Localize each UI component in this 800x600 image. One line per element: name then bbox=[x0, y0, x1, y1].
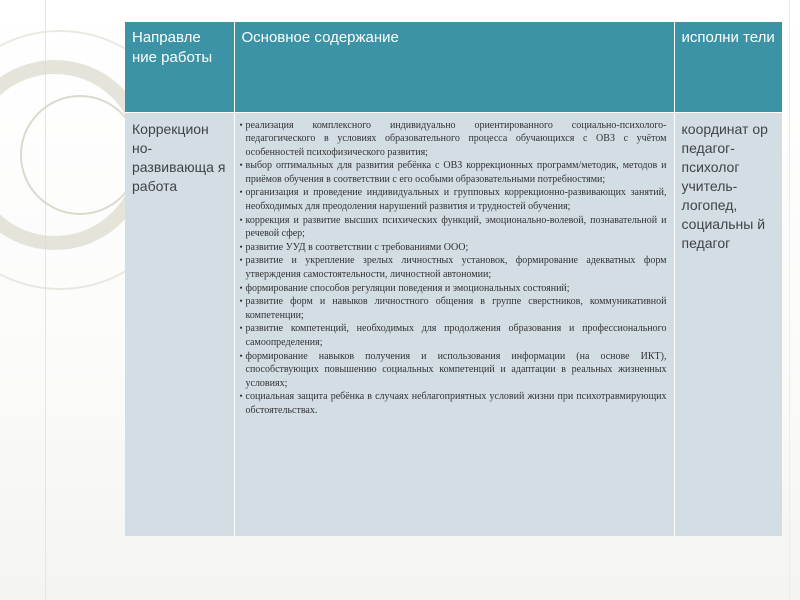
header-direction: Направле ние работы bbox=[125, 22, 234, 112]
executors-cell bbox=[674, 112, 782, 536]
list-item: • коррекция и развитие высших психических функций, эмоционально-волевой, познавательной и речевой сфер; bbox=[240, 214, 667, 241]
table-row bbox=[125, 112, 782, 536]
direction-text: Коррекцион но-развивающа я работа bbox=[132, 120, 226, 194]
list-item: • социальная защита ребёнка в случаях неблагоприятных условий жизни при психотравмирующих обстоятельствах. bbox=[240, 390, 667, 417]
header-executors: исполни тели bbox=[674, 22, 782, 112]
decorative-ring-inner bbox=[20, 95, 140, 215]
content-list bbox=[236, 114, 673, 422]
list-item: • формирование навыков получения и использования информации (на основе ИКТ), способствующих повышению социальных компетенций и адаптации в реальных жизненных условиях; bbox=[240, 350, 667, 391]
list-item: • формирование способов регуляции поведения и эмоциональных состояний; bbox=[240, 282, 667, 296]
direction-cell bbox=[125, 112, 234, 536]
table-header-row bbox=[125, 22, 782, 112]
list-item: • реализация комплексного индивидуально ориентированного социально-психолого-педагогического в условиях образовательного процесса обучающихся с ОВЗ с учётом особенностей психофизического развития; bbox=[240, 119, 667, 160]
list-item: • развитие компетенций, необходимых для продолжения образования и профессионального самоопределения; bbox=[240, 322, 667, 349]
list-item: • развитие форм и навыков личностного общения в группе сверстников, коммуникативной компетенции; bbox=[240, 295, 667, 322]
header-main-content: Основное содержание bbox=[234, 22, 674, 112]
list-item: • развитие и укрепление зрелых личностных установок, формирование адекватных форм утверждения самостоятельности, личностной автономии; bbox=[240, 254, 667, 281]
executors-text: координат ор педагог-психолог учитель-логопед, социальны й педагог bbox=[681, 120, 768, 251]
list-item: • выбор оптимальных для развития ребёнка с ОВЗ коррекционных программ/методик, методов и приёмов обучения в соответствии с его особыми образовательными потребностями; bbox=[240, 159, 667, 186]
list-item: • развитие УУД в соответствии с требованиями ООО; bbox=[240, 241, 667, 255]
main-content-cell bbox=[234, 112, 674, 536]
list-item: • организация и проведение индивидуальных и групповых коррекционно-развивающих занятий, необходимых для преодоления нарушений развития и трудностей обучения; bbox=[240, 186, 667, 213]
work-directions-table bbox=[125, 22, 782, 536]
frame-line-right bbox=[789, 0, 790, 600]
